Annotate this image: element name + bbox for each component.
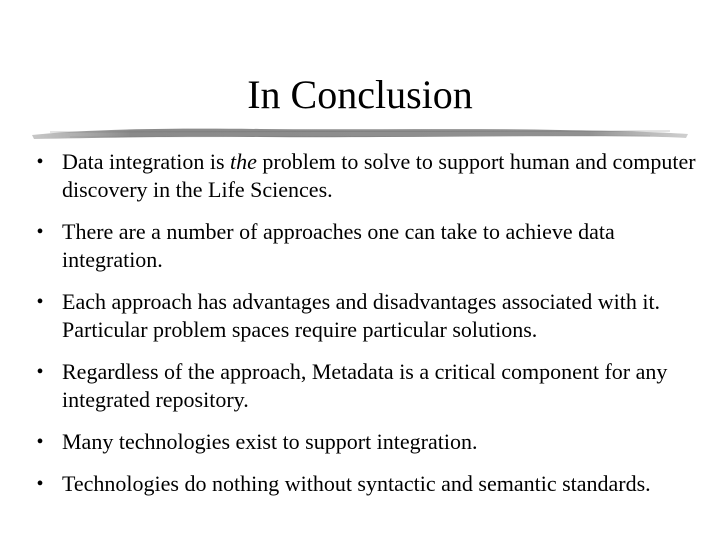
bullet-item: [30, 428, 700, 456]
bullet-item: [30, 358, 700, 414]
bullet-emphasis: the: [230, 149, 257, 174]
bullet-text: Technologies do nothing without syntactic and semantic standards.: [62, 471, 651, 496]
bullet-list: [30, 148, 700, 512]
bullet-item: [30, 148, 700, 204]
bullet-text: There are a number of approaches one can take to achieve data integration.: [62, 219, 615, 272]
bullet-dot-icon: •: [36, 431, 44, 453]
bullet-dot-icon: •: [36, 361, 44, 383]
bullet-dot-icon: •: [36, 473, 44, 495]
bullet-dot-icon: •: [36, 151, 44, 173]
bullet-text: Regardless of the approach, Metadata is a critical component for any integrated repository.: [62, 359, 668, 412]
bullet-item: [30, 470, 700, 498]
title-divider-stroke: [30, 122, 690, 144]
bullet-item: [30, 218, 700, 274]
bullet-dot-icon: •: [36, 291, 44, 313]
bullet-item: [30, 288, 700, 344]
bullet-dot-icon: •: [36, 221, 44, 243]
bullet-text: Each approach has advantages and disadvantages associated with it. Particular problem spaces require particular solutions.: [62, 289, 661, 342]
bullet-text: Many technologies exist to support integration.: [62, 429, 478, 454]
bullet-text: Data integration is the problem to solve to support human and computer discovery in the Life Sciences.: [62, 149, 696, 202]
slide-title: In Conclusion: [247, 72, 473, 117]
